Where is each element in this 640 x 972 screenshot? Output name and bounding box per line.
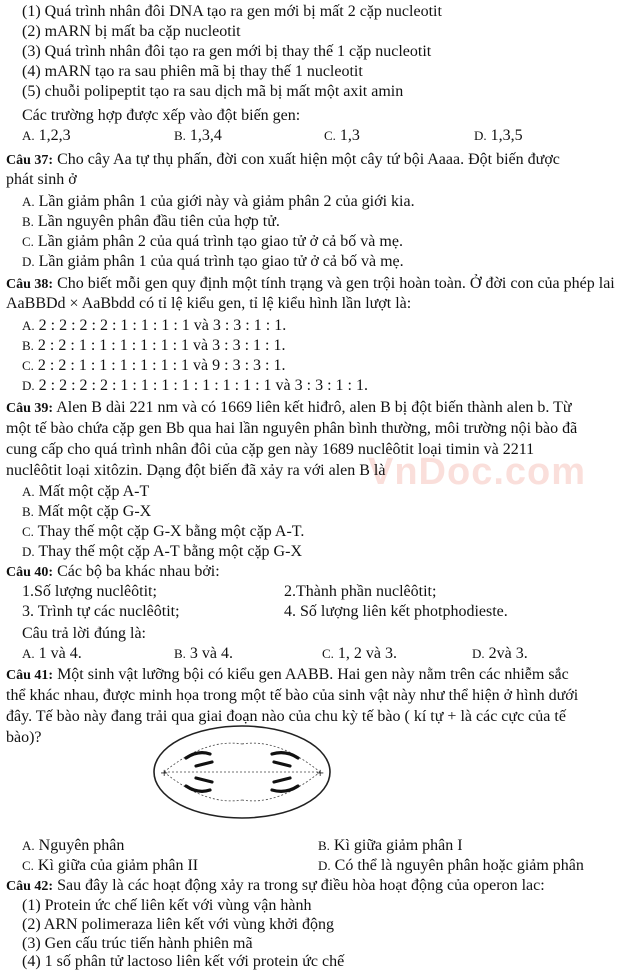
q42-stem xyxy=(6,876,545,897)
question-number: Câu 37: xyxy=(6,153,54,168)
option-label: D. xyxy=(318,858,331,873)
q36-item-4: (4) mARN tạo ra sau phiên mã bị thay thế 1 nucleotit xyxy=(22,63,363,80)
q39-stem-3: cung cấp cho quá trình nhân đôi của cặp gen này 1689 nuclêôtit loại timin và 2211 xyxy=(6,441,535,458)
q37-option-c xyxy=(22,232,403,252)
q40-option-a xyxy=(22,644,82,664)
pole-left: + xyxy=(160,768,169,779)
option-label: D. xyxy=(22,544,35,559)
q36-item-1: (1) Quá trình nhân đôi DNA tạo ra gen mới bị mất 2 cặp nucleotit xyxy=(22,3,442,20)
option-text: 2 : 2 : 2 : 2 : 1 : 1 : 1 : 1 : 1 : 1 : 1 : 1 và 3 : 3 : 1 : 1. xyxy=(38,377,368,394)
q39-stem-1 xyxy=(6,398,572,419)
option-label: B. xyxy=(174,646,186,661)
q36-option-d xyxy=(474,126,523,146)
q37-option-a xyxy=(22,192,415,212)
option-label: C. xyxy=(322,646,334,661)
question-number: Câu 41: xyxy=(6,668,54,683)
option-text: Thay thế một cặp G-X bằng một cặp A-T. xyxy=(37,523,305,540)
q41-stem-4: bào)? xyxy=(6,729,42,746)
q41-stem-1 xyxy=(6,665,569,686)
option-text: 2và 3. xyxy=(488,645,528,662)
q38-stem-2: AaBBDd × AaBbdd có tỉ lệ kiểu gen, tỉ lệ kiểu hình lần lượt là: xyxy=(6,295,412,312)
option-text: 1 và 4. xyxy=(38,645,82,662)
question-text: Các bộ ba khác nhau bởi: xyxy=(57,563,220,580)
q38-option-d xyxy=(22,376,368,396)
question-number: Câu 38: xyxy=(6,277,54,292)
q39-option-c xyxy=(22,522,304,542)
option-label: C. xyxy=(324,128,336,143)
q40-prompt: Câu trả lời đúng là: xyxy=(22,625,146,642)
q36-option-b xyxy=(174,126,222,146)
option-label: C. xyxy=(22,858,34,873)
question-number: Câu 42: xyxy=(6,879,54,894)
option-label: C. xyxy=(22,524,34,539)
option-text: Mất một cặp G-X xyxy=(37,503,152,520)
q36-item-3: (3) Quá trình nhân đôi tạo ra gen mới bị thay thế 1 cặp nucleotit xyxy=(22,43,432,60)
option-text: Nguyên phân xyxy=(38,837,125,854)
option-text: 1,3,4 xyxy=(189,127,222,144)
option-text: 1,3,5 xyxy=(490,127,523,144)
q37-option-d xyxy=(22,252,404,272)
q38-option-a xyxy=(22,316,286,336)
question-text: Một sinh vật lưỡng bội có kiểu gen AABB. Hai gen này nằm trên các nhiễm sắc xyxy=(57,666,569,683)
q38-stem-1 xyxy=(6,274,615,295)
option-text: Thay thế một cặp A-T bằng một cặp G-X xyxy=(38,543,302,560)
q40-option-d xyxy=(472,644,528,664)
q38-option-b xyxy=(22,336,285,356)
question-text: Sau đây là các hoạt động xảy ra trong sự điều hòa hoạt động của operon lac: xyxy=(57,877,545,894)
option-text: 1,3 xyxy=(339,127,360,144)
q39-stem-2: một tế bào chứa cặp gen Bb qua hai lần nguyên phân bình thường, môi trường nội bào đã xyxy=(6,420,578,437)
q41-option-c xyxy=(22,856,198,876)
question-text: Cho biết mỗi gen quy định một tính trạng và gen trội hoàn toàn. Ở đời con của phép lai xyxy=(57,275,615,292)
q41-stem-3: đây. Tế bào này đang trải qua giai đoạn nào của chu kỳ tế bào ( kí tự + là các cực của tế xyxy=(6,708,566,725)
option-text: 3 và 4. xyxy=(189,645,234,662)
option-text: Kì giữa của giảm phân II xyxy=(37,857,199,874)
q39-option-a xyxy=(22,482,149,502)
option-text: Lần nguyên phân đầu tiên của hợp tử. xyxy=(37,213,280,230)
option-label: A. xyxy=(22,318,35,333)
option-label: C. xyxy=(22,358,34,373)
option-text: Lần giảm phân 1 của giới này và giảm phân 2 của giới kia. xyxy=(38,193,415,210)
option-label: C. xyxy=(22,234,34,249)
option-text: 2 : 2 : 1 : 1 : 1 : 1 : 1 : 1 và 9 : 3 : 3 : 1. xyxy=(37,357,286,374)
option-label: B. xyxy=(22,214,34,229)
q40-item-4: 4. Số lượng liên kết photphodieste. xyxy=(284,603,508,620)
q42-item-1: (1) Protein ức chế liên kết với vùng vận hành xyxy=(22,897,312,914)
option-text: Lần giảm phân 1 của quá trình tạo giao tử ở cả bố và mẹ. xyxy=(38,253,404,270)
q41-option-d xyxy=(318,856,584,876)
q39-option-b xyxy=(22,502,151,522)
option-text: Có thể là nguyên phân hoặc giảm phân xyxy=(334,857,584,874)
q40-item-1: 1.Số lượng nuclêôtit; xyxy=(22,583,157,600)
q37-stem-2: phát sinh ở xyxy=(6,171,77,188)
q38-option-c xyxy=(22,356,285,376)
option-text: 1, 2 và 3. xyxy=(337,645,398,662)
q36-prompt: Các trường hợp được xếp vào đột biến gen: xyxy=(22,107,301,124)
spindle-fibers xyxy=(164,743,320,801)
question-text: Alen B dài 221 nm và có 1669 liên kết hiđrô, alen B bị đột biến thành alen b. Từ xyxy=(56,399,572,416)
option-text: Kì giữa giảm phân I xyxy=(333,837,463,854)
question-number: Câu 39: xyxy=(6,401,54,416)
q40-item-3: 3. Trình tự các nuclêôtit; xyxy=(22,603,180,620)
pole-right: + xyxy=(316,768,325,779)
option-label: A. xyxy=(22,484,35,499)
option-label: D. xyxy=(22,378,35,393)
q36-item-5: (5) chuỗi polipeptit tạo ra sau dịch mã bị mất một axit amin xyxy=(22,83,404,100)
option-text: 1,2,3 xyxy=(38,127,71,144)
option-label: D. xyxy=(472,646,485,661)
q37-stem-1 xyxy=(6,150,560,171)
question-text: Cho cây Aa tự thụ phấn, đời con xuất hiện một cây tứ bội Aaaa. Đột biến được xyxy=(57,151,560,168)
q39-option-d xyxy=(22,542,302,562)
q39-stem-4: nuclêôtit loại xitôzin. Dạng đột biến đã xảy ra với alen B là xyxy=(6,462,386,479)
option-text: 2 : 2 : 1 : 1 : 1 : 1 : 1 : 1 và 3 : 3 : 1 : 1. xyxy=(37,337,286,354)
option-label: B. xyxy=(22,504,34,519)
option-label: A. xyxy=(22,128,35,143)
q36-option-a xyxy=(22,126,71,146)
q40-stem xyxy=(6,562,220,583)
question-number: Câu 40: xyxy=(6,565,54,580)
q41-option-b xyxy=(318,836,463,856)
q40-option-b xyxy=(174,644,233,664)
option-label: A. xyxy=(22,838,35,853)
watermark: VnDoc.com xyxy=(368,451,587,493)
option-text: Lần giảm phân 2 của quá trình tạo giao tử ở cả bố và mẹ. xyxy=(37,233,403,250)
q40-item-2: 2.Thành phần nuclêôtit; xyxy=(284,583,437,600)
q37-option-b xyxy=(22,212,280,232)
option-text: Mất một cặp A-T xyxy=(38,483,150,500)
q40-option-c xyxy=(322,644,397,664)
cell-division-figure xyxy=(146,714,336,824)
q42-item-2: (2) ARN polimeraza liên kết với vùng khởi động xyxy=(22,916,334,933)
option-label: B. xyxy=(174,128,186,143)
option-label: B. xyxy=(318,838,330,853)
option-label: B. xyxy=(22,338,34,353)
option-text: 2 : 2 : 2 : 2 : 1 : 1 : 1 : 1 và 3 : 3 : 1 : 1. xyxy=(38,317,287,334)
q42-item-3: (3) Gen cấu trúc tiến hành phiên mã xyxy=(22,935,253,952)
q41-option-a xyxy=(22,836,124,856)
option-label: A. xyxy=(22,646,35,661)
q42-item-4: (4) 1 số phân tử lactoso liên kết với protein ức chế xyxy=(22,953,345,970)
q36-item-2: (2) mARN bị mất ba cặp nucleotit xyxy=(22,23,241,40)
option-label: D. xyxy=(22,254,35,269)
option-label: A. xyxy=(22,194,35,209)
q36-option-c xyxy=(324,126,360,146)
option-label: D. xyxy=(474,128,487,143)
q41-stem-2: thể khác nhau, được minh họa trong một tế bào của sinh vật này như thể hiện ở hình dưới xyxy=(6,687,579,704)
